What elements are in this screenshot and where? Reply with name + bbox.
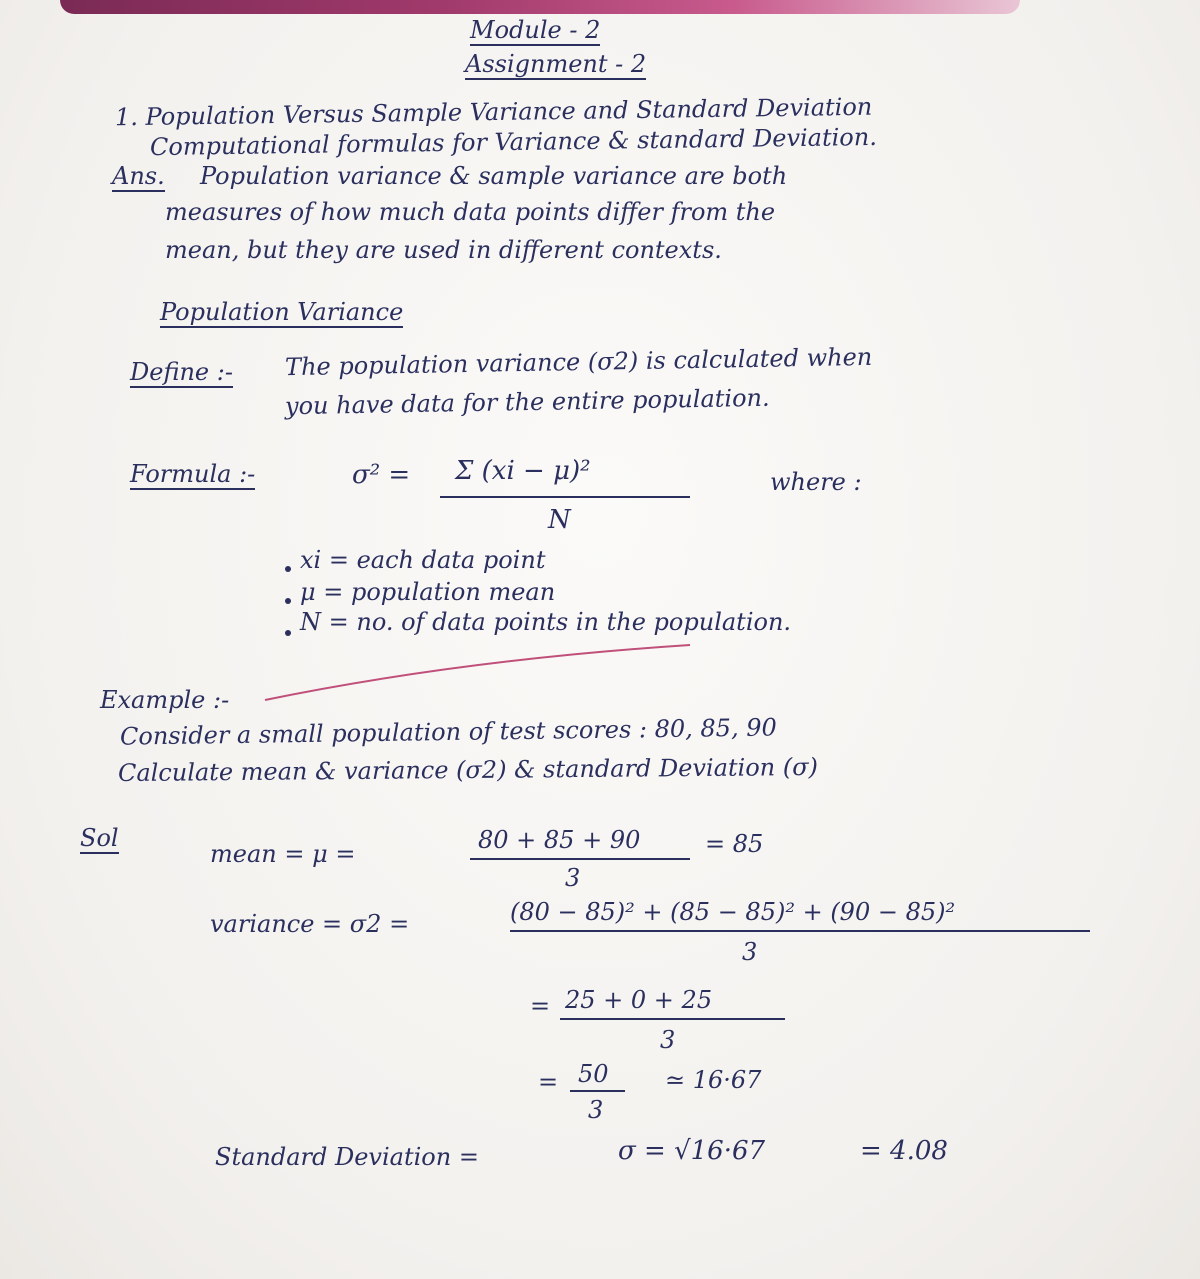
define-label: Define :- <box>130 358 233 386</box>
formula-label: Formula :- <box>130 460 256 488</box>
mean-fraction-bar <box>470 858 690 860</box>
step2-denominator: 3 <box>660 1026 676 1054</box>
formula-lhs: σ² = <box>352 460 411 490</box>
answer-line-2: measures of how much data points differ from the <box>165 198 776 226</box>
variance-fraction-bar <box>510 930 1090 932</box>
formula-fraction-bar <box>440 496 690 498</box>
define-line-1: The population variance (σ2) is calculated when <box>284 342 873 382</box>
bullet-dot <box>285 566 291 572</box>
sd-label: Standard Deviation = <box>215 1143 479 1171</box>
mean-numerator: 80 + 85 + 90 <box>478 826 641 854</box>
page-edge-stripe <box>60 0 1020 14</box>
bullet-dot <box>285 630 291 636</box>
answer-line-1: Population variance & sample variance are both <box>200 162 788 190</box>
solution-label: Sol <box>80 824 119 852</box>
bullet-n: N = no. of data points in the population. <box>300 608 792 636</box>
formula-numerator: Σ (xi − μ)² <box>455 456 591 486</box>
variance-denominator: 3 <box>742 938 758 966</box>
define-line-2: you have data for the entire population. <box>284 383 770 421</box>
step2-prefix: = <box>530 992 551 1020</box>
answer-line-3: mean, but they are used in different contexts. <box>165 236 722 264</box>
sd-result: = 4.08 <box>860 1136 948 1166</box>
answer-label: Ans. <box>112 162 165 190</box>
mean-denominator: 3 <box>565 864 581 892</box>
formula-where: where : <box>770 468 862 496</box>
step3-prefix: = <box>538 1068 559 1096</box>
mean-result: = 85 <box>705 830 764 858</box>
bullet-dot <box>285 598 291 604</box>
step3-fraction-bar <box>570 1090 625 1092</box>
population-variance-heading: Population Variance <box>160 298 404 326</box>
assignment-title: Assignment - 2 <box>465 50 647 78</box>
step3-numerator: 50 <box>578 1060 609 1088</box>
pen-stroke <box>260 640 700 710</box>
variance-numerator: (80 − 85)² + (85 − 85)² + (90 − 85)² <box>510 898 956 926</box>
step3-denominator: 3 <box>588 1096 604 1124</box>
question-line-1: 1. Population Versus Sample Variance and Standard Deviation <box>114 92 873 132</box>
question-line-2: Computational formulas for Variance & standard Deviation. <box>149 122 878 162</box>
formula-denominator: N <box>548 505 571 535</box>
step2-numerator: 25 + 0 + 25 <box>565 986 713 1014</box>
step2-fraction-bar <box>560 1018 785 1020</box>
module-title: Module - 2 <box>470 16 601 44</box>
example-line-2: Calculate mean & variance (σ2) & standard Deviation (σ) <box>117 752 819 788</box>
example-line-1: Consider a small population of test scores : 80, 85, 90 <box>119 713 777 751</box>
example-label: Example :- <box>100 686 230 714</box>
variance-label: variance = σ2 = <box>210 910 410 938</box>
bullet-xi: xi = each data point <box>300 546 546 574</box>
mean-label: mean = μ = <box>210 840 356 868</box>
step3-result: ≃ 16·67 <box>665 1066 762 1094</box>
bullet-mu: μ = population mean <box>300 578 556 606</box>
sd-expression: σ = √16·67 <box>618 1136 766 1166</box>
